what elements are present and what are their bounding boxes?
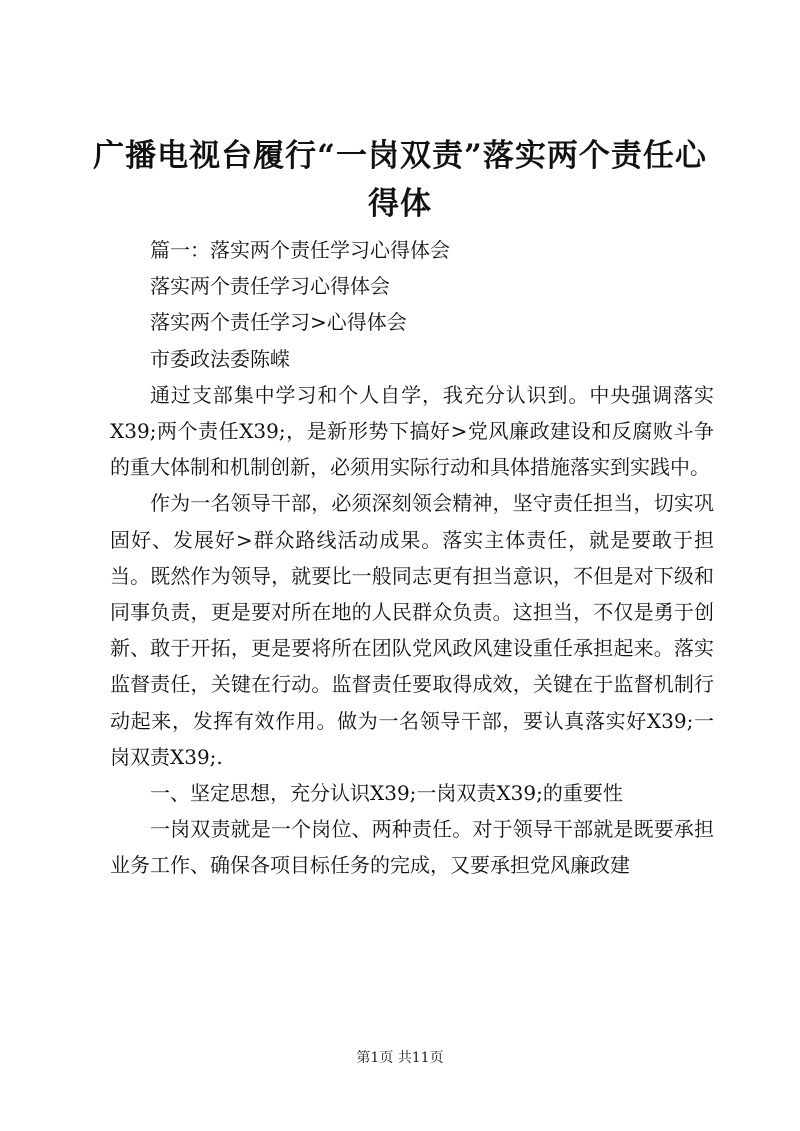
paragraph: 落实两个责任学习心得体会: [150, 274, 390, 299]
paragraph: 作为一名领导干部，必须深刻领会精神，坚守责任担当，切实巩固好、发展好>群众路线活动成果。落实主体责任，就是要敢于担当。既然作为领导，就要比一般同志更有担当意识，不但是对下级和同事负责，更是要对所在地的人民群众负责。这担当，不仅是勇于创新、敢于开拓，更是要将所在团队党风政风建设重任承担起来。落实监督责任，关键在行动。监督责任要取得成效，关键在于监督机制行动起来，发挥有效作用。做为一名领导干部，要认真落实好X39;一岗双责X39;.: [110, 491, 714, 769]
paragraph: 一岗双责就是一个岗位、两种责任。对于领导干部就是既要承担业务工作、确保各项目标任务的完成，又要承担党风廉政建: [110, 817, 714, 878]
document-title: [80, 132, 720, 228]
paragraph: 落实两个责任学习>心得体会: [150, 310, 407, 335]
paragraph: 市委政法委陈嵘: [150, 346, 290, 371]
title-line-1: 广播电视台履行“一岗双责”落实两个责任心: [93, 138, 707, 174]
paragraph: 一、坚定思想，充分认识X39;一岗双责X39;的重要性: [150, 781, 623, 806]
paragraph: 通过支部集中学习和个人自学，我充分认识到。中央强调落实X39;两个责任X39;，是新形势下搞好>党风廉政建设和反腐败斗争的重大体制和机制创新，必须用实际行动和具体措施落实到实践中。: [110, 382, 714, 480]
paragraph: 篇一：落实两个责任学习心得体会: [150, 238, 450, 262]
title-line-2: 得体: [368, 186, 432, 222]
document-body: [110, 232, 714, 884]
page-number-footer: 第1页 共11页: [356, 1050, 444, 1066]
